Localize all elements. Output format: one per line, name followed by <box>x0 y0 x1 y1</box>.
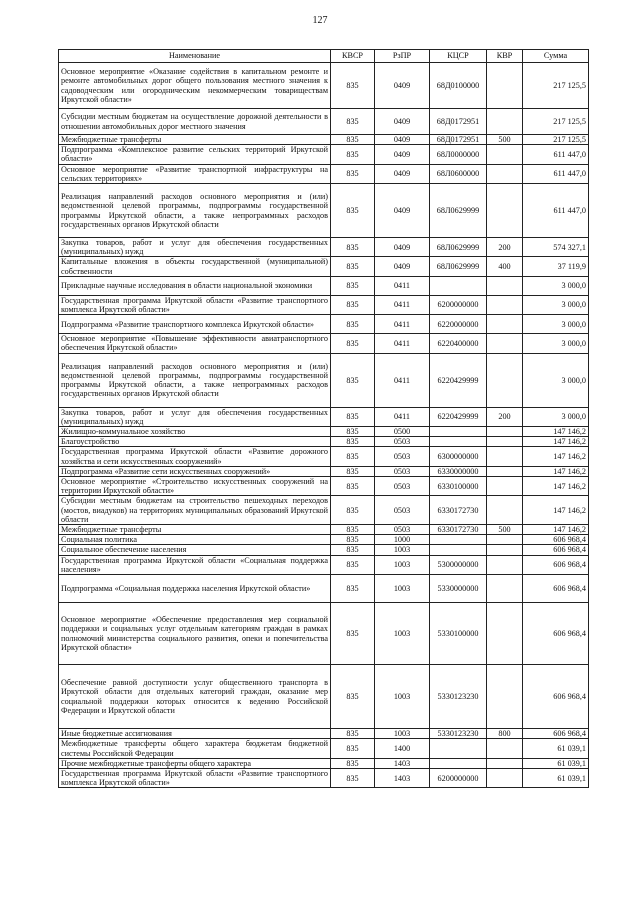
cell-kvsr: 835 <box>331 496 375 525</box>
cell-name: Жилищно-коммунальное хозяйство <box>59 427 331 437</box>
cell-sum: 217 125,5 <box>523 63 589 109</box>
cell-rzpr: 0409 <box>375 135 430 145</box>
cell-kvsr: 835 <box>331 295 375 314</box>
cell-rzpr: 1403 <box>375 758 430 768</box>
cell-kvr <box>487 63 523 109</box>
table-row <box>59 427 589 437</box>
cell-kvr <box>487 437 523 447</box>
cell-sum: 147 146,2 <box>523 525 589 535</box>
cell-kcsr: 6330172730 <box>430 496 487 525</box>
cell-sum: 147 146,2 <box>523 427 589 437</box>
header-sum: Сумма <box>523 50 589 63</box>
cell-kvr <box>487 353 523 407</box>
table-header-row <box>59 50 589 63</box>
cell-sum: 61 039,1 <box>523 739 589 758</box>
cell-kcsr: 68Д0100000 <box>430 63 487 109</box>
table-row <box>59 496 589 525</box>
cell-rzpr: 0411 <box>375 315 430 334</box>
cell-name: Субсидии местным бюджетам на строительство пешеходных переходов (мостов, виадуков) на территориях муниципальных образований Иркутской области <box>59 496 331 525</box>
cell-name: Государственная программа Иркутской области «Социальная поддержка населения» <box>59 555 331 574</box>
table-row <box>59 315 589 334</box>
cell-rzpr: 1003 <box>375 575 430 603</box>
cell-name: Капитальные вложения в объекты государственной (муниципальной) собственности <box>59 257 331 276</box>
cell-rzpr: 1003 <box>375 603 430 665</box>
table-row <box>59 525 589 535</box>
cell-kvsr: 835 <box>331 109 375 135</box>
table-row <box>59 603 589 665</box>
cell-kvr: 500 <box>487 525 523 535</box>
cell-name: Государственная программа Иркутской области «Развитие транспортного комплекса Иркутской области» <box>59 768 331 787</box>
cell-kvsr: 835 <box>331 477 375 496</box>
cell-kcsr: 68Д0172951 <box>430 135 487 145</box>
cell-kvsr: 835 <box>331 447 375 466</box>
cell-sum: 147 146,2 <box>523 477 589 496</box>
cell-rzpr: 0411 <box>375 353 430 407</box>
table-row <box>59 555 589 574</box>
cell-sum: 3 000,0 <box>523 315 589 334</box>
cell-kvsr: 835 <box>331 768 375 787</box>
cell-rzpr: 0503 <box>375 496 430 525</box>
cell-name: Межбюджетные трансферты общего характера бюджетам бюджетной системы Российской Федерации <box>59 739 331 758</box>
header-kcsr: КЦСР <box>430 50 487 63</box>
cell-name: Государственная программа Иркутской области «Развитие транспортного комплекса Иркутской области» <box>59 295 331 314</box>
cell-kcsr: 5300000000 <box>430 555 487 574</box>
cell-name: Основное мероприятие «Развитие транспортной инфраструктуры на сельских территориях» <box>59 164 331 183</box>
table-row <box>59 729 589 739</box>
cell-kvsr: 835 <box>331 353 375 407</box>
cell-kvsr: 835 <box>331 184 375 238</box>
cell-kvsr: 835 <box>331 603 375 665</box>
cell-sum: 606 968,4 <box>523 535 589 545</box>
cell-rzpr: 1403 <box>375 768 430 787</box>
cell-sum: 147 146,2 <box>523 496 589 525</box>
cell-kvr <box>487 768 523 787</box>
cell-kvr <box>487 477 523 496</box>
cell-kvr: 400 <box>487 257 523 276</box>
cell-name: Социальное обеспечение населения <box>59 545 331 555</box>
cell-kvsr: 835 <box>331 535 375 545</box>
table-row <box>59 145 589 164</box>
table-row <box>59 665 589 729</box>
cell-kcsr: 6330172730 <box>430 525 487 535</box>
cell-sum: 606 968,4 <box>523 555 589 574</box>
cell-rzpr: 0503 <box>375 466 430 476</box>
cell-kcsr <box>430 739 487 758</box>
cell-sum: 3 000,0 <box>523 276 589 295</box>
cell-sum: 3 000,0 <box>523 353 589 407</box>
cell-kcsr: 6300000000 <box>430 447 487 466</box>
cell-kvr: 200 <box>487 238 523 257</box>
table-row <box>59 276 589 295</box>
cell-name: Субсидии местным бюджетам на осуществление дорожной деятельности в отношении автомобильных дорог местного значения <box>59 109 331 135</box>
cell-name: Реализация направлений расходов основного мероприятия и (или) ведомственной целевой программы, подпрограммы государственной программы Иркутской области, а также непрограммных расходов государственных органов Иркутской области <box>59 184 331 238</box>
cell-kvsr: 835 <box>331 315 375 334</box>
cell-rzpr: 0409 <box>375 257 430 276</box>
cell-rzpr: 1000 <box>375 535 430 545</box>
cell-sum: 217 125,5 <box>523 109 589 135</box>
table-row <box>59 535 589 545</box>
table-row <box>59 257 589 276</box>
table-row <box>59 63 589 109</box>
cell-rzpr: 0503 <box>375 477 430 496</box>
cell-rzpr: 1003 <box>375 555 430 574</box>
cell-kvsr: 835 <box>331 334 375 353</box>
cell-kvr: 800 <box>487 729 523 739</box>
cell-kcsr <box>430 437 487 447</box>
cell-rzpr: 0409 <box>375 164 430 183</box>
cell-rzpr: 1003 <box>375 729 430 739</box>
cell-rzpr: 0411 <box>375 334 430 353</box>
table-row <box>59 238 589 257</box>
table-row <box>59 437 589 447</box>
cell-name: Подпрограмма «Развитие сети искусственных сооружений» <box>59 466 331 476</box>
cell-kvsr: 835 <box>331 257 375 276</box>
table-row <box>59 407 589 426</box>
cell-kvsr: 835 <box>331 164 375 183</box>
table-row <box>59 477 589 496</box>
cell-kvr <box>487 164 523 183</box>
cell-sum: 606 968,4 <box>523 603 589 665</box>
cell-name: Социальная политика <box>59 535 331 545</box>
cell-name: Подпрограмма «Развитие транспортного комплекса Иркутской области» <box>59 315 331 334</box>
cell-sum: 606 968,4 <box>523 575 589 603</box>
cell-kvr <box>487 739 523 758</box>
cell-name: Основное мероприятие «Оказание содействия в капитальном ремонте и ремонте автомобильных дорог общего пользования местного значения к садоводческим или огородническим некоммерческим товариществам Иркутской области» <box>59 63 331 109</box>
cell-name: Подпрограмма «Социальная поддержка населения Иркутской области» <box>59 575 331 603</box>
cell-kcsr: 6220429999 <box>430 407 487 426</box>
cell-kvsr: 835 <box>331 63 375 109</box>
cell-sum: 37 119,9 <box>523 257 589 276</box>
table-row <box>59 466 589 476</box>
cell-kcsr: 5330100000 <box>430 603 487 665</box>
cell-kvsr: 835 <box>331 758 375 768</box>
cell-kvsr: 835 <box>331 729 375 739</box>
cell-sum: 606 968,4 <box>523 729 589 739</box>
cell-kcsr: 6220000000 <box>430 315 487 334</box>
cell-kcsr: 68Л0629999 <box>430 184 487 238</box>
cell-kvsr: 835 <box>331 739 375 758</box>
cell-rzpr: 1400 <box>375 739 430 758</box>
cell-kvr <box>487 535 523 545</box>
cell-sum: 611 447,0 <box>523 184 589 238</box>
cell-rzpr: 1003 <box>375 545 430 555</box>
cell-kvsr: 835 <box>331 238 375 257</box>
cell-kcsr <box>430 758 487 768</box>
cell-name: Закупка товаров, работ и услуг для обеспечения государственных (муниципальных) нужд <box>59 407 331 426</box>
cell-kcsr <box>430 427 487 437</box>
cell-sum: 147 146,2 <box>523 466 589 476</box>
cell-kvsr: 835 <box>331 545 375 555</box>
cell-kvr <box>487 295 523 314</box>
cell-name: Подпрограмма «Комплексное развитие сельских территорий Иркутской области» <box>59 145 331 164</box>
cell-rzpr: 0409 <box>375 109 430 135</box>
cell-sum: 61 039,1 <box>523 768 589 787</box>
cell-kcsr: 68Л0629999 <box>430 238 487 257</box>
cell-kvr <box>487 334 523 353</box>
table-row <box>59 184 589 238</box>
header-kvr: КВР <box>487 50 523 63</box>
cell-kvsr: 835 <box>331 555 375 574</box>
cell-kcsr: 6220429999 <box>430 353 487 407</box>
cell-kcsr: 6220400000 <box>430 334 487 353</box>
page-number: 127 <box>312 15 328 26</box>
cell-rzpr: 0411 <box>375 295 430 314</box>
cell-sum: 147 146,2 <box>523 437 589 447</box>
table-row <box>59 575 589 603</box>
cell-kcsr <box>430 535 487 545</box>
cell-kvr <box>487 466 523 476</box>
cell-rzpr: 1003 <box>375 665 430 729</box>
cell-name: Прикладные научные исследования в области национальной экономики <box>59 276 331 295</box>
cell-name: Благоустройство <box>59 437 331 447</box>
cell-rzpr: 0409 <box>375 63 430 109</box>
cell-rzpr: 0500 <box>375 427 430 437</box>
cell-kcsr: 5330123230 <box>430 665 487 729</box>
cell-rzpr: 0411 <box>375 276 430 295</box>
table-row <box>59 545 589 555</box>
cell-kvr <box>487 315 523 334</box>
cell-sum: 611 447,0 <box>523 145 589 164</box>
cell-kcsr: 5330000000 <box>430 575 487 603</box>
cell-kvr <box>487 447 523 466</box>
cell-kcsr: 68Л0600000 <box>430 164 487 183</box>
cell-sum: 574 327,1 <box>523 238 589 257</box>
cell-kvsr: 835 <box>331 575 375 603</box>
cell-name: Основное мероприятие «Повышение эффективности авиатранспортного обеспечения Иркутской области» <box>59 334 331 353</box>
cell-rzpr: 0503 <box>375 437 430 447</box>
header-rzpr: РзПР <box>375 50 430 63</box>
cell-sum: 3 000,0 <box>523 295 589 314</box>
cell-kvsr: 835 <box>331 276 375 295</box>
cell-kvr <box>487 496 523 525</box>
cell-name: Реализация направлений расходов основного мероприятия и (или) ведомственной целевой программы, подпрограммы государственной программы Иркутской области, а также непрограммных расходов государственных органов Иркутской области <box>59 353 331 407</box>
cell-kvr <box>487 145 523 164</box>
cell-kcsr: 6200000000 <box>430 768 487 787</box>
cell-kvr <box>487 575 523 603</box>
cell-sum: 611 447,0 <box>523 164 589 183</box>
cell-sum: 3 000,0 <box>523 334 589 353</box>
cell-rzpr: 0503 <box>375 447 430 466</box>
cell-kcsr: 6330000000 <box>430 466 487 476</box>
cell-sum: 606 968,4 <box>523 545 589 555</box>
cell-sum: 147 146,2 <box>523 447 589 466</box>
table-row <box>59 135 589 145</box>
table-body <box>59 63 589 788</box>
cell-rzpr: 0409 <box>375 184 430 238</box>
cell-kvsr: 835 <box>331 466 375 476</box>
table-row <box>59 758 589 768</box>
cell-kvr <box>487 184 523 238</box>
table-row <box>59 768 589 787</box>
budget-table <box>58 49 589 788</box>
table-row <box>59 739 589 758</box>
cell-rzpr: 0409 <box>375 238 430 257</box>
header-kvsr: КВСР <box>331 50 375 63</box>
cell-kvr <box>487 276 523 295</box>
cell-kcsr <box>430 276 487 295</box>
table-row <box>59 295 589 314</box>
cell-name: Обеспечение равной доступности услуг общественного транспорта в Иркутской области для отдельных категорий граждан, оказание мер социальной поддержки которых относится к ведению Российской Федерации и Иркутской области <box>59 665 331 729</box>
cell-rzpr: 0503 <box>375 525 430 535</box>
table-row <box>59 334 589 353</box>
cell-kvsr: 835 <box>331 145 375 164</box>
cell-kvr <box>487 665 523 729</box>
cell-name: Закупка товаров, работ и услуг для обеспечения государственных (муниципальных) нужд <box>59 238 331 257</box>
cell-kvsr: 835 <box>331 665 375 729</box>
table-row <box>59 447 589 466</box>
cell-rzpr: 0411 <box>375 407 430 426</box>
cell-kvr <box>487 545 523 555</box>
cell-kcsr: 68Л0629999 <box>430 257 487 276</box>
table-row <box>59 164 589 183</box>
cell-sum: 606 968,4 <box>523 665 589 729</box>
cell-name: Государственная программа Иркутской области «Развитие дорожного хозяйства и сети искусственных сооружений» <box>59 447 331 466</box>
cell-kvsr: 835 <box>331 407 375 426</box>
cell-name: Основное мероприятие «Обеспечение предоставления мер социальной поддержки и социальных услуг отдельным категориям граждан в рамках полномочий министерства социального развития, опеки и попечительства Иркутской области» <box>59 603 331 665</box>
cell-name: Основное мероприятие «Строительство искусственных сооружений на территории Иркутской области» <box>59 477 331 496</box>
cell-sum: 217 125,5 <box>523 135 589 145</box>
cell-name: Межбюджетные трансферты <box>59 135 331 145</box>
cell-kvr: 500 <box>487 135 523 145</box>
cell-name: Межбюджетные трансферты <box>59 525 331 535</box>
cell-rzpr: 0409 <box>375 145 430 164</box>
cell-kvsr: 835 <box>331 427 375 437</box>
cell-name: Иные бюджетные ассигнования <box>59 729 331 739</box>
table-row <box>59 109 589 135</box>
table-row <box>59 353 589 407</box>
cell-kvr <box>487 758 523 768</box>
cell-kvr: 200 <box>487 407 523 426</box>
cell-kcsr: 5330123230 <box>430 729 487 739</box>
cell-kvr <box>487 603 523 665</box>
cell-kvsr: 835 <box>331 525 375 535</box>
cell-kcsr <box>430 545 487 555</box>
cell-kcsr: 68Д0172951 <box>430 109 487 135</box>
cell-kcsr: 68Л0000000 <box>430 145 487 164</box>
cell-name: Прочие межбюджетные трансферты общего характера <box>59 758 331 768</box>
cell-kvsr: 835 <box>331 135 375 145</box>
cell-kcsr: 6200000000 <box>430 295 487 314</box>
cell-kvsr: 835 <box>331 437 375 447</box>
header-name: Наименование <box>59 50 331 63</box>
cell-kvr <box>487 427 523 437</box>
cell-sum: 3 000,0 <box>523 407 589 426</box>
cell-sum: 61 039,1 <box>523 758 589 768</box>
cell-kvr <box>487 555 523 574</box>
cell-kcsr: 6330100000 <box>430 477 487 496</box>
cell-kvr <box>487 109 523 135</box>
